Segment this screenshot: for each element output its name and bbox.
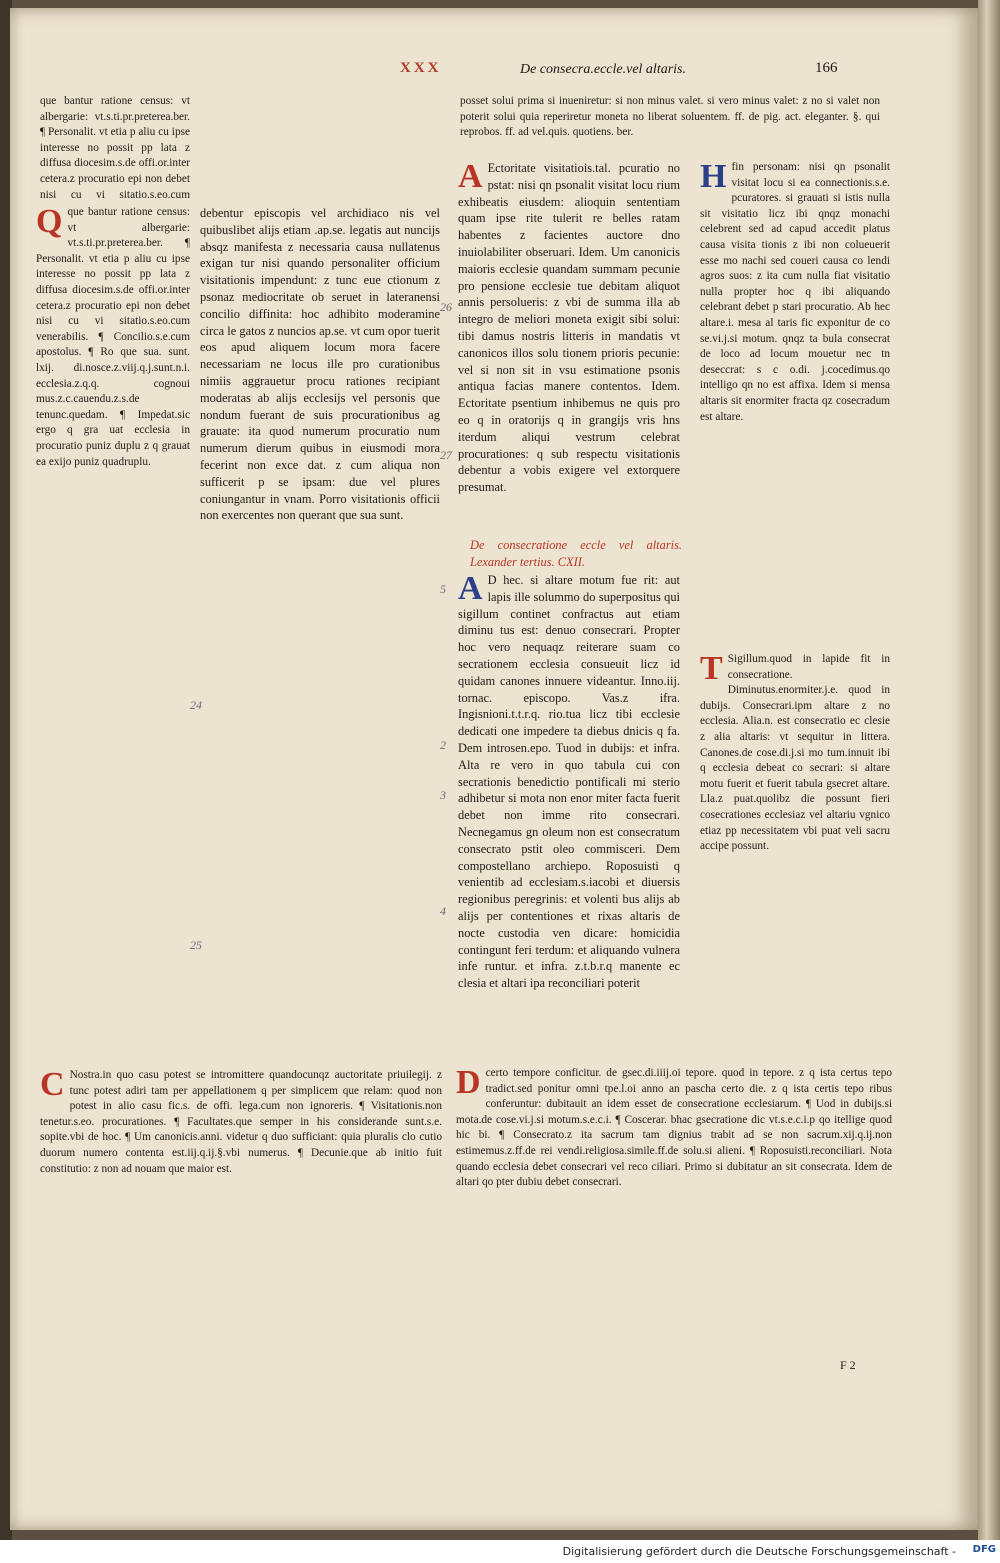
right-gloss-upper bbox=[700, 160, 890, 650]
right-gloss-upper-text: fin personam: nisi qn psonalit visitat locu si ea connectionis.s.e. pcuratores. si grauati si istis nulla sit visitatio licz ibi qnqz monachi celebrent sed ad capud accedit platus causa visita tionis z ibi non colueuerit esse mo nachi sed coueri causa co lendi agros suos: z ita cum nulla fiat visitatio nulla propter hoc q ibi aliquando celebrant debet p stari procuratio. Ab hec altare.i. mesa al taris fic exponitur de co se.vi.j.si motum. qnqz ta bula consecrat de loco ad locum mouetur nec tn deseccrat: s c o.di. j.cocedimus.qo intelligo qn no est affixa. Idem si mensa altaris sit enormiter fracta qz cosecradum est altare. bbox=[700, 161, 890, 423]
margin-number: 24 bbox=[190, 698, 202, 712]
red-folio-mark: XXX bbox=[400, 60, 442, 76]
running-title: De consecra.eccle.vel altaris. bbox=[520, 62, 686, 77]
bottom-right-gloss bbox=[456, 1066, 892, 1356]
chapter-rubric-text: De consecratione eccle vel altaris. Lexander tertius. CXII. bbox=[470, 538, 682, 569]
gloss-left-full bbox=[190, 94, 440, 204]
center-column-lower bbox=[458, 572, 680, 1052]
right-gloss-lower bbox=[700, 652, 890, 1062]
initial-c: C bbox=[40, 1068, 65, 1103]
margin-number: 26 bbox=[440, 300, 452, 314]
folio-number: 166 bbox=[815, 60, 838, 76]
footer-bar bbox=[0, 1540, 1000, 1563]
center-top-gloss bbox=[460, 94, 880, 156]
initial-t: T bbox=[700, 652, 723, 687]
initial-d: D bbox=[456, 1066, 481, 1101]
initial-h: H bbox=[700, 160, 727, 195]
center-column-lower-text: D hec. si altare motum fue rit: aut lapis ille solummo do superpositus qui sigillum continet confractus aut etiam diminu tus est: denuo consecrari. Propter hoc vero nequaqz reiterare suam co secrationem ecclesia consueuit licz id quidam canones innuere videantur. Inno.iij. tornac. episcopo. Vas.z ifra. Ingisnioni.t.t.r.q. rio.tua licz tibi ecclesie dedicati one impedere ta diebus dnicis q fa. Dem introsen.epo. Tuod in dubijs: et infra. Alta re vero in quo tabula cui con secrationis benedictio pontificali mi sterio adhibetur si mota non enor miter facta fuerit debet non imme rito consecrari. Necnegamus gn oleum non est consecratum consecrato pstit oleo commisceri. Dem compostellano archiepo. Roposuisti q venientib ad ecclesiam.s.iacobi et diuersis regionibus peregrinis: et volenti bus alijs ab alijs per contentiones et rixas altaris de nocte custodia ven dicare: homicidia contingunt feri terdum: et aliquando vulnera infe runtur. et infra. z.t.b.r.q manente ec clesia et altari ipa reconciliari poterit bbox=[458, 573, 680, 991]
signature-mark: F 2 bbox=[840, 1358, 856, 1372]
page-header bbox=[40, 60, 970, 84]
gloss-top-left bbox=[40, 94, 190, 204]
margin-number: 3 bbox=[440, 788, 446, 802]
chapter-rubric bbox=[470, 537, 682, 571]
right-gloss-lower-text: Sigillum.quod in lapide fit in consecratione. Diminutus.enormiter.j.e. quod in dubijs. Consecrari.ipm altare z no ecclesia. Alia.n. est consecratio ec clesie z alia altaris: vt sequitur in littera. Canones.de cose.di.j.si mo tum.innuit ibi q ecclesia debeat co secrari: si altare motu fuerit et fuerit tabula gsecret altare. Lla.z puat.quolibz die possunt fieri cosecrationes ecclesiaz vel altariu vgnico etiaz pp necessitatem vbi puat veli sacru accipe possunt. bbox=[700, 653, 890, 853]
dfg-logo: DFG bbox=[972, 1544, 996, 1555]
left-outer-gloss-text: que bantur ratione census: vt albergarie: vt.s.ti.pr.preterea.ber. ¶ Personalit. vt etia p aliu cu ipse interesse no possit pp lata z diffusa diocesim.s.de offi.or.inter cetera.z procuratio epi non debet nisi cu vi sitatio.s.eo.cum venerabilis. ¶ Concilio.s.e.cum apostolus. ¶ Ro que sua. sunt. lxij. di.nosce.z.viij.q.j.sunt.n.i. ecclesia.z.q.q. cognoui mus.z.c.cauendu.z.s.de tenunc.quedam. ¶ Impedat.sic ergo q gra uat ecclesia in procuratio puniz duplu z q grauat ea exijo puniz quadruplu. bbox=[36, 206, 190, 468]
left-column-main-text: debentur episcopis vel archidiaco nis vel quibuslibet alijs etiam .ap.se. legatis aut nuncijs absqz manifesta z necessaria causa nullatenus exigan tur nisi quando personaliter officium visitationis impendunt: z tunc eue ctionum z psonaz mediocritate ob seruet in lateranensi concilio diffinita: hoc adhibito moderamine circa le gatos z nuncios ap.se. vt cum opor tuerit eos apud aliquem locum mora facere necessariam ne locus ille pro curationibus nimiis aggrauetur procu rationes recipiant moderatas ab alijs ecclesijs vel personis que nondum fuerant de suis procurationibus ag grauate: ita quod numerum procuratio num numerum dierum quibus in eiusmodi mora fecerint non exce dat. z cum aliqua non sufficerit p se ipsam: due vel plures coniungantur in vnam. Porro visitationis officii non exercentes non querant que sua sunt. bbox=[200, 206, 440, 523]
footer-credit: Digitalisierung gefördert durch die Deutsche Forschungsgemeinschaft - bbox=[562, 1545, 956, 1558]
initial-a-blue: A bbox=[458, 572, 483, 607]
margin-number: 4 bbox=[440, 904, 446, 918]
center-column-main-text: Ectoritate visitatiois.tal. pcuratio no pstat: nisi qn psonalit visitat locu rium exhibeatis eiusdem: alioquin sententiam quam ipse rite tulerit re belles ratam habentes z facientes auctore dno inuiolabiliter obseruari. Idem. Um canonicis maioris ecclesie quandam summam pecunie pro pensione ecclesie tue debitam aliquot annis persolueris: z vbi de summa illa ab integro de meliori moneta exigit sibi solui: tibi damus nostris litteris in mandatis vt canonicos illos solu tionem prioris pecunie: vel si non sit in vsu estimatione psonis antiqua facias manere contentos. Idem. Ectoritate psentium inhibemus ne quis pro eo q in oratorijs q in grangijs vris hns iterdum aliqui vestrum celebrat procurationes: q sub respectu visitationis debentur a vobis exigere vel extorquere presumat. bbox=[458, 161, 680, 495]
center-column-main bbox=[458, 160, 680, 532]
center-top-gloss-text: posset solui prima si inueniretur: si non minus valet. si vero minus valet: z no si valet non poterit solui quia reperiretur moneta no liberat soluentem. ff. de pig. act. eleganter. §. qui reprobos. ff. ad vel.quis. quotiens. ber. bbox=[460, 95, 880, 139]
margin-number: 25 bbox=[190, 938, 202, 952]
left-lower-gloss-text: Nostra.in quo casu potest se intromittere quandocunqz auctoritate priuilegij. z tunc potest adiri tam per appellationem q per simplicem que relam: quod non potest in alio casu fic.s. de offi. lega.cum non ignoreris. ¶ Visitationis.non tenetur.s.eo. procurationes. ¶ Facultates.que semper in his considerande sunt.s.e. sopite.vbi de hoc. ¶ Um canonicis.anni. videtur q duo sufficiant: quia pluralis clo cutio duorum numero contenta est.iij.q.ij.§.vbi numerus. ¶ Decunie.que ab initio fuit constitutio: z non ad nouam que maior est. bbox=[40, 1069, 442, 1175]
left-outer-gloss bbox=[36, 205, 190, 1065]
margin-number: 5 bbox=[440, 582, 446, 596]
page-edge bbox=[978, 0, 1000, 1540]
margin-number: 2 bbox=[440, 738, 446, 752]
bottom-right-gloss-text: certo tempore conficitur. de gsec.di.iiij.oi tepore. quod in tepore. z q ista certus tepo tradict.sed ponitur omni tpe.l.oi anno an pascha certo die. z q ista certis tepo ribus conferuntur: dubitauit an idem esset de consecratione ecclesiarum. ¶ Uod in dubijs.si mota.de cose.vi.j.si motum.s.e.c.i. ¶ Coscerar. bhac gsecratione dic vt.s.e.c.i.p qo itellige quod hic bi. ¶ Consecrato.z ita sacrum tam dignius trabit ad se non sacrum.xij.q.ij.non estimemus.z.ff.de rei vendi.religiosa.simile.ff.de solu.si alieni. ¶ Roposuisti.reconciliari. Nota quando ecclesia debet consecrari vel reco ciliari. Primo si dubitatur an sit consecrata. Idem de altari qo pter dubiu debet consecrari. bbox=[456, 1067, 892, 1189]
gloss-top-left-text: que bantur ratione census: vt albergarie: vt.s.ti.pr.preterea.ber. ¶ Personalit. vt etia p aliu cu ipse interesse no possit pp lata z diffusa diocesim.s.de offi.or.inter cetera.z procuratio epi non debet nisi cu vi sitatio.s.eo.cum bbox=[40, 95, 190, 201]
margin-number: 27 bbox=[440, 448, 452, 462]
left-lower-gloss bbox=[40, 1068, 442, 1368]
initial-q: Q bbox=[36, 205, 63, 240]
left-column-main bbox=[200, 205, 440, 1065]
initial-a: A bbox=[458, 160, 483, 195]
